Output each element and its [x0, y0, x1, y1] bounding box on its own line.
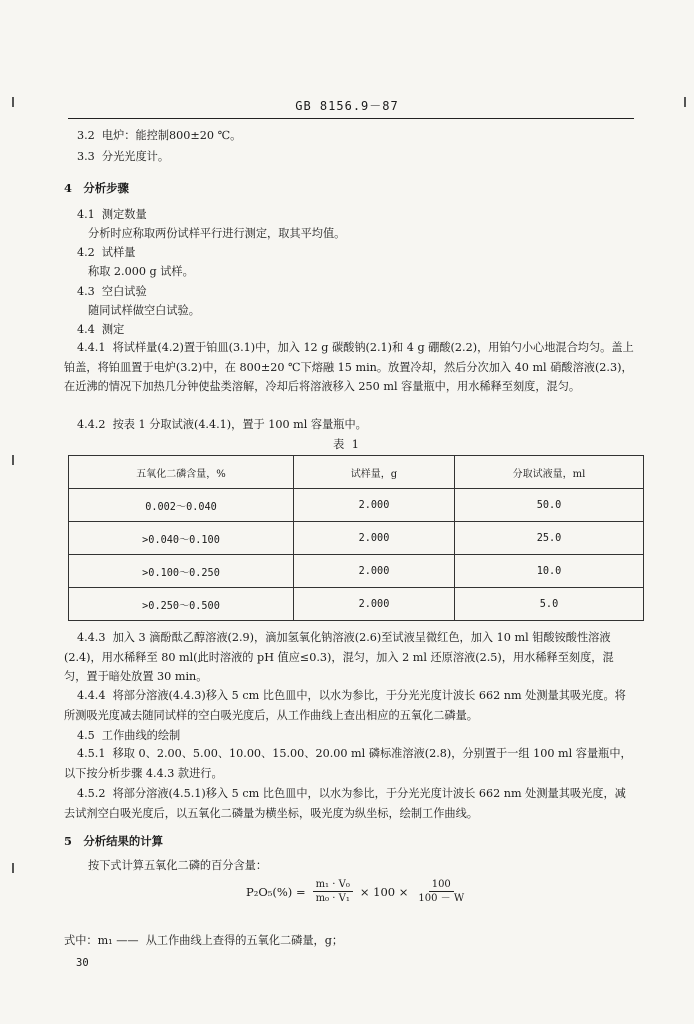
- item-3-3: 3.3 分光光度计。: [77, 150, 170, 163]
- subsection-4-1-title: 4.1 测定数量: [77, 208, 147, 221]
- table-cell: 2.000: [294, 489, 455, 522]
- scan-edge-mark: [12, 863, 14, 873]
- table-cell: 5.0: [455, 588, 644, 621]
- formula-fraction-2: $\frac{100}{100 - W}$: [418, 879, 465, 904]
- scan-edge-mark: [12, 455, 14, 465]
- section-5-heading: 5 分析结果的计算: [64, 834, 164, 848]
- paragraph-4-5-1: 4.5.1 移取 0、2.00、5.00、10.00、15.00、20.00 ml 磷标准溶液(2.8)，分别置于一组 100 ml 容量瓶中，以下按分析步骤 4.4.3 款进行。: [64, 747, 632, 780]
- formula-mid: × 100 ×: [359, 884, 409, 899]
- subsection-4-5-title: 4.5 工作曲线的绘制: [77, 729, 181, 742]
- table-cell: >0.100～0.250: [69, 555, 294, 588]
- formula-p2o5: [246, 878, 470, 905]
- paragraph-4-5-2: 4.5.2 将部分溶液(4.5.1)移入 5 cm 比色皿中，以水为参比，于分光光度计波长 662 nm 处测量其吸光度，减去试剂空白吸光度后，以五氧化二磷量为横坐标，吸光度为纵坐标，绘制工作曲线。: [64, 787, 626, 820]
- table-row: [69, 555, 644, 588]
- table-cell: >0.040～0.100: [69, 522, 294, 555]
- page-number: 30: [76, 957, 89, 969]
- table-cell: 2.000: [294, 522, 455, 555]
- table-cell: 50.0: [455, 489, 644, 522]
- section-4-heading: 4 分析步骤: [64, 181, 129, 195]
- subsection-4-2-body: 称取 2.000 g 试样。: [88, 265, 194, 278]
- paragraph-4-4-2: 4.4.2 按表 1 分取试液(4.4.1)，置于 100 ml 容量瓶中。: [77, 418, 367, 431]
- table-header-cell: 五氧化二磷含量，%: [69, 456, 294, 489]
- table-1-caption: 表 1: [333, 438, 361, 451]
- scan-edge-mark: [684, 97, 686, 107]
- header-rule: [68, 118, 634, 119]
- formula-lhs: P₂O₅(%) =: [246, 884, 306, 899]
- table-header-cell: 分取试液量，ml: [455, 456, 644, 489]
- paragraph-4-4-3: 4.4.3 加入 3 滴酚酞乙醇溶液(2.9)，滴加氢氧化钠溶液(2.6)至试液呈微红色，加入 10 ml 钼酸铵酸性溶液(2.4)，用水稀释至 80 ml(此时溶液的 pH 值应≤0.3)，混匀，加入 2 ml 还原溶液(2.5)，用水稀释至刻度，混匀，置于暗处放置 30 min。: [64, 631, 614, 684]
- table-row: [69, 588, 644, 621]
- table-row: [69, 489, 644, 522]
- table-cell: 0.002～0.040: [69, 489, 294, 522]
- table-row: [69, 522, 644, 555]
- table-1: [68, 455, 644, 621]
- subsection-4-1-body: 分析时应称取两份试样平行进行测定，取其平均值。: [88, 227, 346, 240]
- standard-header: GB 8156.9－87: [295, 99, 399, 113]
- table-header-row: [69, 456, 644, 489]
- subsection-4-3-body: 随同试样做空白试验。: [88, 304, 200, 317]
- table-cell: 2.000: [294, 588, 455, 621]
- subsection-4-2-title: 4.2 试样量: [77, 246, 136, 259]
- table-cell: 25.0: [455, 522, 644, 555]
- section-5-intro: 按下式计算五氧化二磷的百分含量：: [88, 859, 268, 872]
- scan-edge-mark: [12, 97, 14, 107]
- paragraph-4-4-4: 4.4.4 将部分溶液(4.4.3)移入 5 cm 比色皿中，以水为参比，于分光光度计波长 662 nm 处测量其吸光度。将所测吸光度减去随同试样的空白吸光度后，从工作曲线上查出相应的五氧化二磷量。: [64, 689, 626, 722]
- formula-fraction-1: $\frac{\text{m₁ · V₀}}{\text{m₀ · V₁}}$: [313, 878, 353, 905]
- table-cell: 10.0: [455, 555, 644, 588]
- table-cell: 2.000: [294, 555, 455, 588]
- item-3-2: 3.2 电炉：能控制800±20 ℃。: [77, 129, 242, 142]
- subsection-4-3-title: 4.3 空白试验: [77, 285, 147, 298]
- table-header-cell: 试样量，g: [294, 456, 455, 489]
- table-cell: >0.250～0.500: [69, 588, 294, 621]
- formula-where-clause: 式中：m₁ —— 从工作曲线上查得的五氧化二磷量，g；: [64, 934, 344, 947]
- paragraph-4-4-1: 4.4.1 将试样量(4.2)置于铂皿(3.1)中，加入 12 g 碳酸钠(2.1)和 4 g 硼酸(2.2)，用铂勺小心地混合均匀。盖上铂盖，将铂皿置于电炉(3.2)中，在 800±20 ℃下熔融 15 min。放置冷却，然后分次加入 40 ml 硝酸溶液(2.3)，在近沸的情况下加热几分钟使盐类溶解，冷却后将溶液移入 250 ml 容量瓶中，用水稀释至刻度，混匀。: [64, 341, 634, 394]
- subsection-4-4-title: 4.4 测定: [77, 323, 125, 336]
